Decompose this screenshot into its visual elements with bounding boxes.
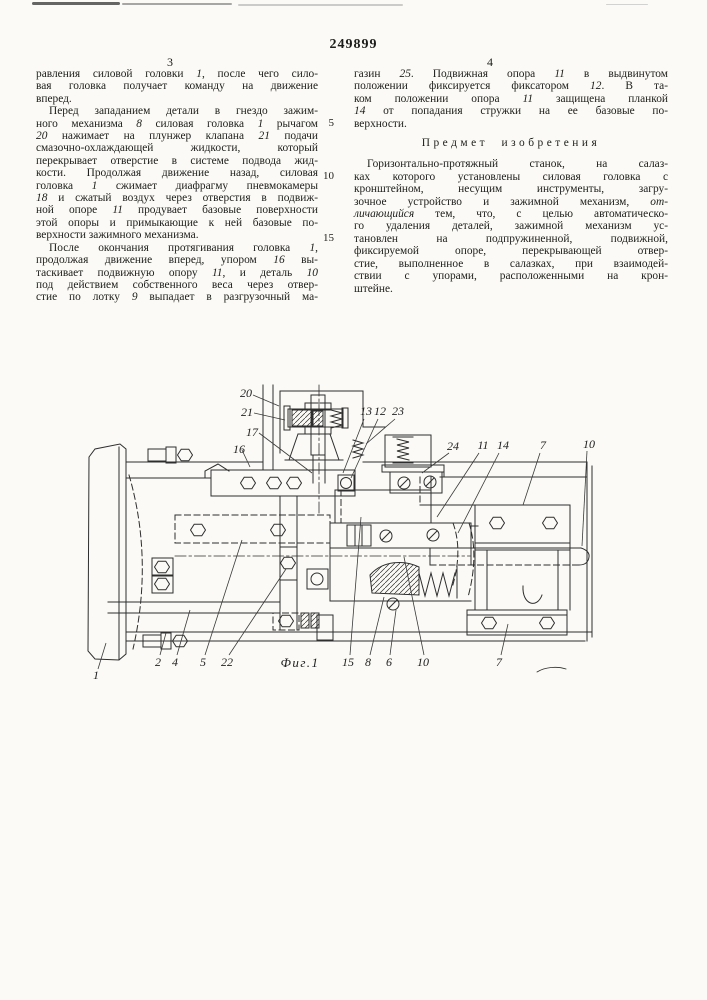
callout-11: 11 [477,438,489,452]
callout-leader-lines [98,395,587,669]
text-line: ной опоре 11 продувает базовые поверхности [36,204,318,217]
callout-16: 16 [233,442,245,456]
text-line: ствии с упорами, расположенными на крон- [354,270,668,283]
text-line: 14 от попадания стружки на ее базовые по- [354,105,668,118]
text-line: таскивает подвижную опору 11, и деталь 10 [36,266,318,279]
callout-22: 22 [221,655,233,669]
margin-line-number-5: 5 [328,117,334,129]
callout-12: 12 [374,404,386,418]
scan-artifact-line [238,4,403,6]
callout-4: 4 [172,655,178,669]
scan-artifact-line [32,2,120,5]
text-line: положении фиксируется фиксатором 12. В та- [354,80,668,93]
text-line: стие, выполненное в салазках, при взаимодей- [354,257,668,270]
text-line: 20 нажимает на плунжер клапана 21 подачи [36,130,319,143]
callout-5: 5 [200,655,206,669]
text-line: головка 1 сжимает диафрагму пневмокамеры [36,179,318,192]
margin-line-number-15: 15 [323,232,334,244]
text-line: ком положении опора 11 защищена планкой [354,92,668,105]
description-end-lines [354,68,668,130]
scan-artifact-line [122,3,232,5]
callout-23: 23 [392,404,404,418]
scan-artifact-line [606,4,648,5]
callout-2: 2 [155,655,161,669]
text-line: штейне. [354,282,393,295]
callout-8: 8 [365,655,371,669]
text-line: вперед. [36,92,72,105]
figure-drawing-broaching-machine [45,383,670,691]
text-column-right [354,68,668,295]
text-line: фиксируемой опоре, перекрывающей отвер- [354,245,668,258]
callout-14: 14 [497,438,509,452]
text-line: смазочно-охлаждающей жидкости, который [36,142,318,155]
callout-6: 6 [386,655,392,669]
callout-labels [93,386,595,682]
text-line: верхности. [354,117,407,130]
text-line: ках которого установлены силовая головка с [354,170,668,183]
text-line: 18 и сжатый воздух через отверстия в подвиж- [36,192,318,205]
callout-21: 21 [241,405,253,419]
margin-line-number-10: 10 [323,170,334,182]
text-line: Горизонтально-протяжный станок, на салаз- [367,158,668,171]
text-line: под действием собственного веса через отвер- [36,278,318,291]
text-line: После окончания протягивания головка 1, [49,241,318,254]
text-line: верхности зажимного механизма. [36,229,199,242]
text-line: этой опоры и примыкающие к ней базовые по- [36,216,318,229]
claims-heading: Предмет изобретения [421,137,601,150]
callout-7-bottom: 7 [496,655,502,669]
page-number-right: 4 [487,55,493,69]
text-line: равления силовой головки 1, после чего сило- [36,68,319,80]
text-line: стие по лотку 9 выпадает в разгрузочный ма- [36,291,318,304]
callout-17: 17 [246,425,258,439]
callout-24: 24 [447,439,459,453]
text-line: газин 25. Подвижная опора 11 в выдвинутом [354,68,668,80]
callout-1: 1 [93,668,99,682]
text-line: ного механизма 8 силовая головка 1 рычагом [36,117,319,130]
callout-10-bottom: 10 [417,655,429,669]
callout-15: 15 [342,655,354,669]
text-line: кости. Продолжая движение назад, силовая [36,167,318,180]
text-line: зочное устройство и зажимной механизм, от- [354,195,668,208]
text-line: перекрывает отверстие в системе подвода жид- [36,154,318,167]
callout-10-top: 10 [583,437,595,451]
patent-number: 249899 [329,37,378,52]
callout-13: 13 [360,404,372,418]
figure-linework [88,385,592,672]
page-number-left: 3 [167,55,173,69]
callout-20: 20 [240,386,252,400]
text-line: Перед западанием детали в гнездо зажим- [49,105,318,118]
text-line: продолжая движение вперед, упором 16 вы- [36,254,318,267]
text-line: личающийся тем, что, с целью автоматическо- [354,208,668,221]
claims-lines [354,158,668,294]
text-line: вая головка получает команду на движение [36,80,318,93]
text-line: тановлен на подпружиненной, подвижной, [354,232,668,245]
text-column-left [36,68,318,304]
text-line: кронштейном, несущим инструменты, загру- [354,183,668,196]
text-line: го удаления деталей, зажимной механизм ус- [354,220,668,233]
callout-7-top: 7 [540,438,546,452]
figure-caption: Фиг.1 [280,655,320,670]
